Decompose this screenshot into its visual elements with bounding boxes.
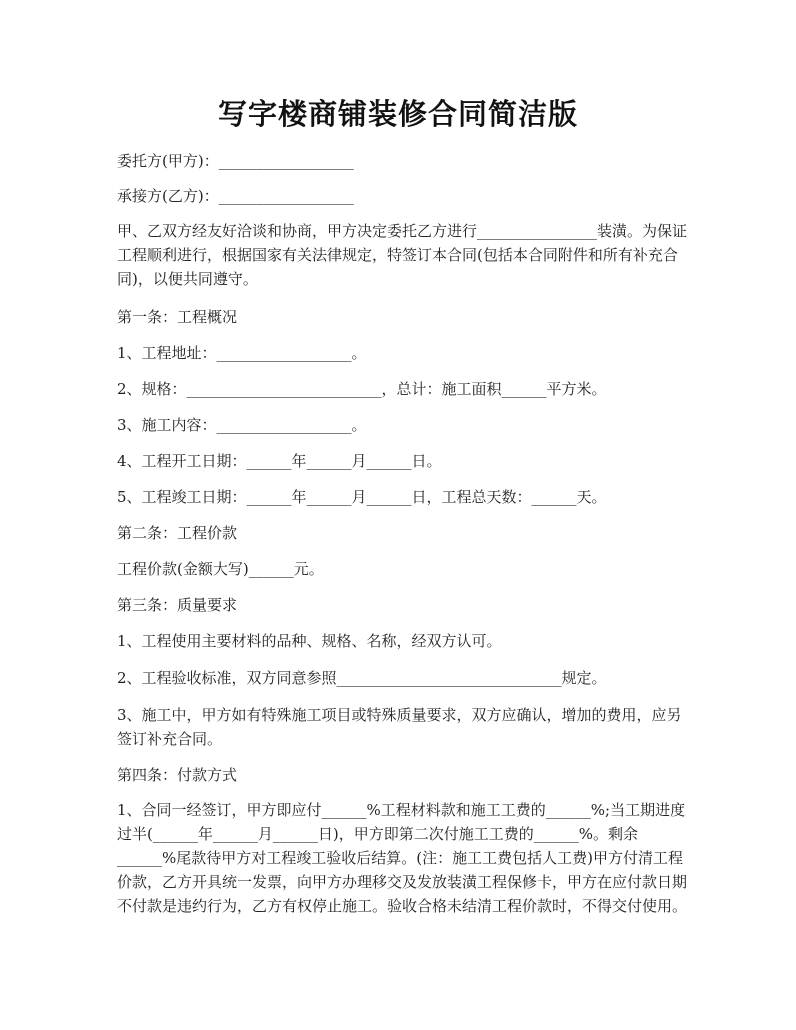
clause-4-1: 1、合同一经签订，甲方即应付______%工程材料款和施工工费的______%;当工期进度过半(______年______月______日)，甲方即第二次付施工工费的______%。剩余______%尾款待甲方对工程竣工验收后结算。(注：施工工费包括人工费)甲方付清工程价款，乙方开具统一发票，向甲方办理移交及发放装潢工程保修卡，甲方在应付款日期不付款是违约行为，乙方有权停止施工。验收合格未结清工程价款时，不得交付使用。 (117, 801, 688, 915)
clause-1-3: 3、施工内容：__________________。 (117, 416, 367, 434)
party-b-line: 承接方(乙方)：__________________ (117, 187, 354, 205)
clause-1-1: 1、工程地址：__________________。 (117, 344, 367, 362)
clause-3-2: 2、工程验收标准，双方同意参照______________________________规定。 (117, 669, 607, 687)
preamble-paragraph: 甲、乙双方经友好洽谈和协商，甲方决定委托乙方进行________________装潢。为保证工程顺利进行，根据国家有关法律规定，特签订本合同(包括本合同附件和所有补充合同)，以便共同遵守。 (117, 222, 688, 288)
clause-3-1: 1、工程使用主要材料的品种、规格、名称，经双方认可。 (117, 632, 502, 650)
document-title: 写字楼商铺装修合同简洁版 (217, 97, 578, 131)
section-heading-1: 第一条：工程概况 (117, 308, 238, 326)
clause-3-3: 3、施工中，甲方如有特殊施工项目或特殊质量要求，双方应确认，增加的费用，应另签订补充合同。 (117, 706, 682, 748)
clause-2-price: 工程价款(金额大写)______元。 (117, 560, 324, 578)
section-heading-4: 第四条：付款方式 (117, 766, 238, 784)
party-a-line: 委托方(甲方)：__________________ (117, 152, 354, 170)
clause-1-5: 5、工程竣工日期：______年______月______日，工程总天数：______天。 (117, 488, 607, 506)
section-heading-2: 第二条：工程价款 (117, 524, 238, 542)
clause-1-4: 4、工程开工日期：______年______月______日。 (117, 452, 442, 470)
section-heading-3: 第三条：质量要求 (117, 596, 238, 614)
clause-1-2: 2、规格：__________________________，总计：施工面积______平方米。 (117, 380, 607, 398)
